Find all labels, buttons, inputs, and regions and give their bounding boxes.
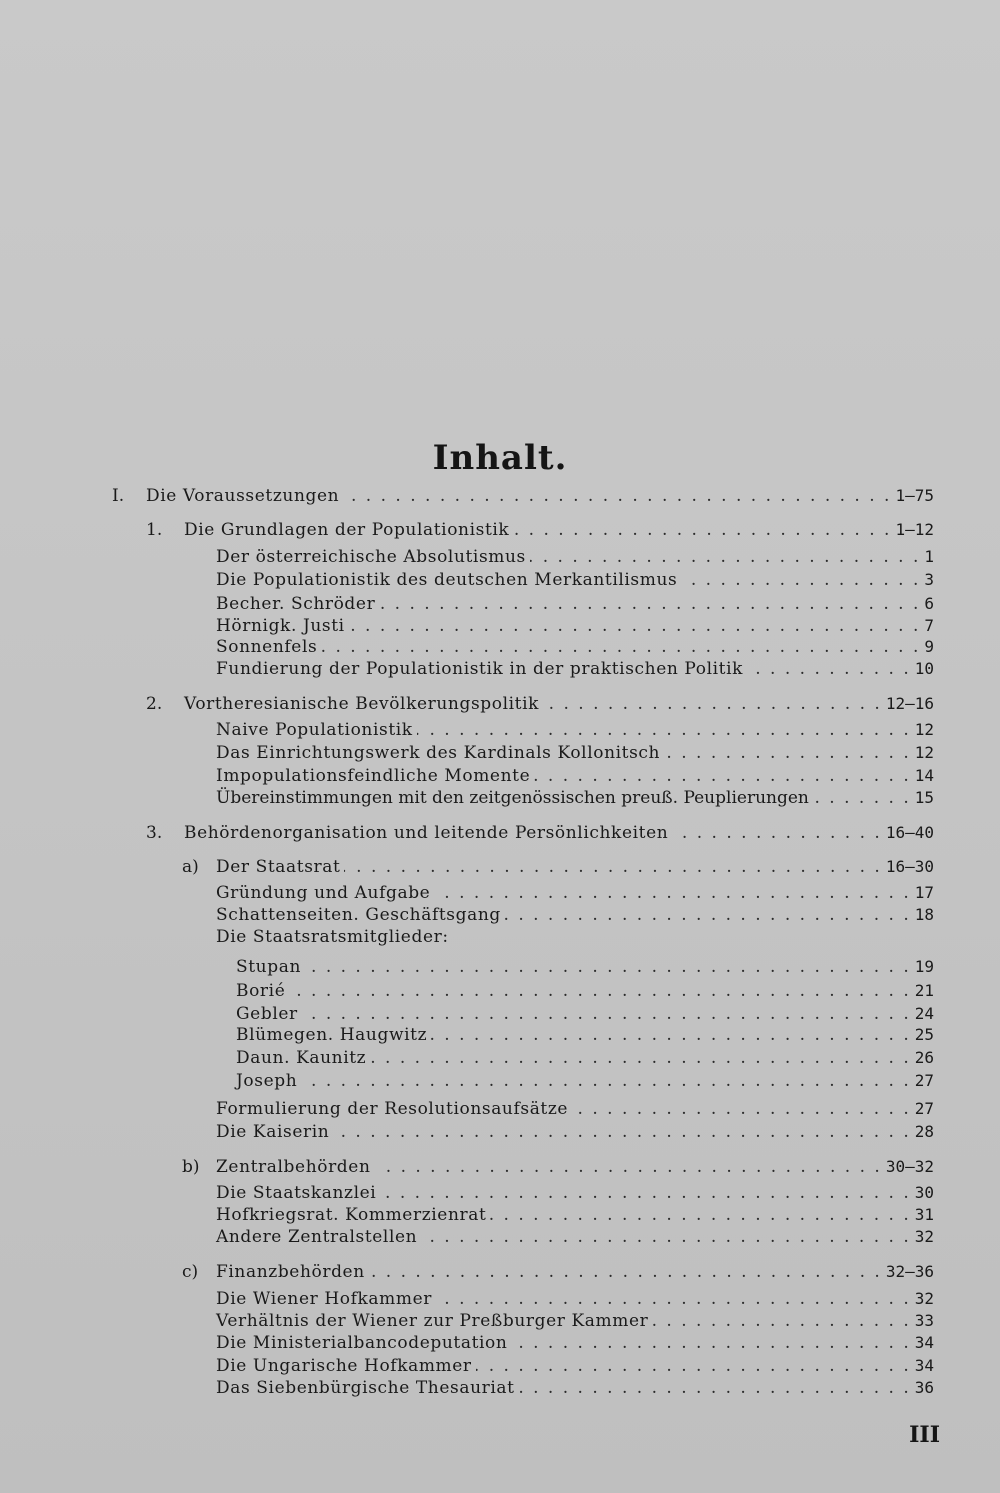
entry-label: Impopulationsfeindliche Momente bbox=[216, 766, 531, 786]
dot-leader bbox=[321, 637, 920, 657]
toc-entry bbox=[236, 1002, 934, 1024]
entry-number: 1. bbox=[146, 520, 163, 540]
entry-page: 1 bbox=[924, 547, 934, 566]
entry-page: 10 bbox=[914, 659, 934, 678]
entry-label: Die Staatskanzlei bbox=[216, 1183, 377, 1203]
entry-page: 24 bbox=[914, 1004, 934, 1023]
toc-entry bbox=[216, 635, 934, 657]
dot-leader bbox=[664, 743, 911, 763]
dot-leader bbox=[490, 1205, 910, 1225]
dot-leader bbox=[375, 1157, 882, 1177]
dot-leader bbox=[519, 1378, 911, 1398]
entry-label: Die Populationistik des deutschen Merkantilismus bbox=[216, 570, 678, 590]
entry-page: 36 bbox=[914, 1378, 934, 1397]
toc-entry bbox=[216, 786, 934, 808]
toc-entry bbox=[236, 1069, 934, 1091]
entry-page: 6 bbox=[924, 594, 934, 613]
entry-label: Hofkriegsrat. Kommerzienrat bbox=[216, 1205, 487, 1225]
toc-entry bbox=[216, 545, 934, 567]
entry-number: I. bbox=[112, 486, 125, 506]
toc-entry bbox=[216, 1097, 934, 1119]
entry-page: 9 bbox=[924, 637, 934, 656]
entry-label: Die Grundlagen der Populationistik bbox=[184, 520, 510, 540]
entry-page: 34 bbox=[914, 1356, 934, 1375]
entry-page: 12 bbox=[914, 720, 934, 739]
dot-leader bbox=[652, 1311, 910, 1331]
toc-entry bbox=[216, 903, 934, 925]
entry-label: Becher. Schröder bbox=[216, 594, 376, 614]
dot-leader bbox=[534, 766, 911, 786]
entry-label: Formulierung der Resolutionsaufsätze bbox=[216, 1099, 569, 1119]
dot-leader bbox=[417, 720, 911, 740]
entry-page: 30—32 bbox=[885, 1157, 934, 1176]
toc-entry bbox=[216, 657, 934, 679]
entry-label: Behördenorganisation und leitende Persönlichkeiten bbox=[184, 823, 669, 843]
entry-page: 15 bbox=[914, 788, 934, 807]
entry-page: 12 bbox=[914, 743, 934, 762]
entry-number: a) bbox=[182, 857, 199, 877]
entry-page: 26 bbox=[914, 1048, 934, 1067]
toc-entry bbox=[216, 614, 934, 636]
dot-leader bbox=[370, 1048, 911, 1068]
dot-leader bbox=[343, 486, 891, 506]
entry-label: Gründung und Aufgabe bbox=[216, 883, 431, 903]
toc-entry bbox=[216, 1287, 934, 1309]
page-title: Inhalt. bbox=[432, 438, 568, 478]
dot-leader bbox=[289, 981, 910, 1001]
entry-number: b) bbox=[182, 1157, 200, 1177]
entry-label: Andere Zentralstellen bbox=[216, 1227, 418, 1247]
entry-label: Sonnenfels bbox=[216, 637, 318, 657]
entry-label: Übereinstimmungen mit den zeitgenössischen preuß. Peuplierungen bbox=[216, 788, 809, 808]
toc-entry bbox=[216, 1309, 934, 1331]
entry-page: 34 bbox=[914, 1333, 934, 1352]
dot-leader bbox=[813, 788, 911, 808]
entry-page: 19 bbox=[914, 957, 934, 976]
dot-leader bbox=[511, 1333, 910, 1353]
toc-entry bbox=[216, 718, 934, 740]
toc-entry bbox=[146, 692, 934, 714]
dot-leader bbox=[379, 594, 920, 614]
entry-page: 32 bbox=[914, 1227, 934, 1246]
toc-entry bbox=[216, 568, 934, 590]
toc-entry bbox=[236, 1046, 934, 1068]
entry-label: Der österreichische Absolutismus bbox=[216, 547, 526, 567]
entry-label: Das Siebenbürgische Thesauriat bbox=[216, 1378, 515, 1398]
entry-label: Fundierung der Populationistik in der praktischen Politik bbox=[216, 659, 744, 679]
entry-label: Die Wiener Hofkammer bbox=[216, 1289, 432, 1309]
toc-entry bbox=[216, 1203, 934, 1225]
entry-page: 30 bbox=[914, 1183, 934, 1202]
dot-leader bbox=[476, 1356, 911, 1376]
dot-leader bbox=[431, 1025, 911, 1045]
entry-page: 1—75 bbox=[895, 486, 934, 505]
entry-label: Die Voraussetzungen bbox=[146, 486, 340, 506]
dot-leader bbox=[305, 957, 911, 977]
entry-page: 7 bbox=[924, 616, 934, 635]
entry-label: Joseph bbox=[236, 1071, 298, 1091]
dot-leader bbox=[572, 1099, 911, 1119]
toc-entry bbox=[216, 1181, 934, 1203]
dot-leader bbox=[344, 857, 881, 877]
toc-entry bbox=[236, 979, 934, 1001]
toc-entry bbox=[216, 1376, 934, 1398]
entry-label: Die Kaiserin bbox=[216, 1122, 330, 1142]
toc-entry bbox=[146, 518, 934, 540]
dot-leader bbox=[436, 1289, 911, 1309]
entry-label: Daun. Kaunitz bbox=[236, 1048, 367, 1068]
entry-label: Das Einrichtungswerk des Kardinals Kollonitsch bbox=[216, 743, 661, 763]
toc-entry bbox=[216, 592, 934, 614]
dot-leader bbox=[543, 694, 882, 714]
entry-number: 3. bbox=[146, 823, 163, 843]
entry-page: 17 bbox=[914, 883, 934, 902]
entry-label: Schattenseiten. Geschäftsgang bbox=[216, 905, 501, 925]
entry-page: 28 bbox=[914, 1122, 934, 1141]
dot-leader bbox=[747, 659, 911, 679]
entry-page: 32 bbox=[914, 1289, 934, 1308]
entry-number: c) bbox=[182, 1262, 199, 1282]
toc-entry bbox=[182, 1155, 934, 1177]
entry-label: Die Ministerialbancodeputation bbox=[216, 1333, 508, 1353]
entry-label: Stupan bbox=[236, 957, 301, 977]
page-folio: III bbox=[909, 1422, 940, 1448]
entry-page: 1—12 bbox=[895, 520, 934, 539]
toc-entry bbox=[216, 1354, 934, 1376]
entry-page: 21 bbox=[914, 981, 934, 1000]
toc-entry bbox=[216, 741, 934, 763]
entry-page: 3 bbox=[924, 570, 934, 589]
entry-number: 2. bbox=[146, 694, 163, 714]
dot-leader bbox=[380, 1183, 910, 1203]
dot-leader bbox=[681, 570, 920, 590]
entry-label: Naive Populationistik bbox=[216, 720, 413, 740]
dot-leader bbox=[505, 905, 911, 925]
entry-page: 25 bbox=[914, 1025, 934, 1044]
entry-label: Verhältnis der Wiener zur Preßburger Kammer bbox=[216, 1311, 649, 1331]
entry-label: Gebler bbox=[236, 1004, 298, 1024]
dot-leader bbox=[513, 520, 891, 540]
entry-page: 31 bbox=[914, 1205, 934, 1224]
entry-label: Der Staatsrat bbox=[216, 857, 341, 877]
entry-label: Vortheresianische Bevölkerungspolitik bbox=[184, 694, 540, 714]
toc-entry bbox=[216, 1331, 934, 1353]
entry-page: 16—30 bbox=[885, 857, 934, 876]
toc-entry bbox=[182, 855, 934, 877]
toc-entry bbox=[216, 1225, 934, 1247]
entry-page: 27 bbox=[914, 1099, 934, 1118]
dot-leader bbox=[301, 1071, 910, 1091]
toc-subheading: Die Staatsratsmitglieder: bbox=[216, 927, 449, 947]
toc-entry bbox=[182, 1260, 934, 1282]
toc-entry bbox=[216, 881, 934, 903]
entry-page: 18 bbox=[914, 905, 934, 924]
entry-label: Blümegen. Haugwitz bbox=[236, 1025, 428, 1045]
entry-label: Die Ungarische Hofkammer bbox=[216, 1356, 472, 1376]
toc-entry bbox=[216, 1120, 934, 1142]
entry-page: 12—16 bbox=[885, 694, 934, 713]
dot-leader bbox=[333, 1122, 910, 1142]
toc-entry bbox=[112, 484, 934, 506]
entry-label: Borié bbox=[236, 981, 286, 1001]
entry-page: 32—36 bbox=[885, 1262, 934, 1281]
dot-leader bbox=[421, 1227, 911, 1247]
entry-page: 14 bbox=[914, 766, 934, 785]
entry-page: 33 bbox=[914, 1311, 934, 1330]
dot-leader bbox=[530, 547, 920, 567]
entry-label: Finanzbehörden bbox=[216, 1262, 365, 1282]
entry-label: Hörnigk. Justi bbox=[216, 616, 345, 636]
dot-leader bbox=[302, 1004, 911, 1024]
dot-leader bbox=[349, 616, 921, 636]
toc-entry bbox=[236, 955, 934, 977]
entry-page: 16—40 bbox=[885, 823, 934, 842]
entry-page: 27 bbox=[914, 1071, 934, 1090]
dot-leader bbox=[434, 883, 910, 903]
toc-entry bbox=[216, 764, 934, 786]
toc-entry bbox=[236, 1023, 934, 1045]
entry-label: Zentralbehörden bbox=[216, 1157, 371, 1177]
dot-leader bbox=[369, 1262, 882, 1282]
dot-leader bbox=[672, 823, 882, 843]
toc-entry bbox=[146, 821, 934, 843]
